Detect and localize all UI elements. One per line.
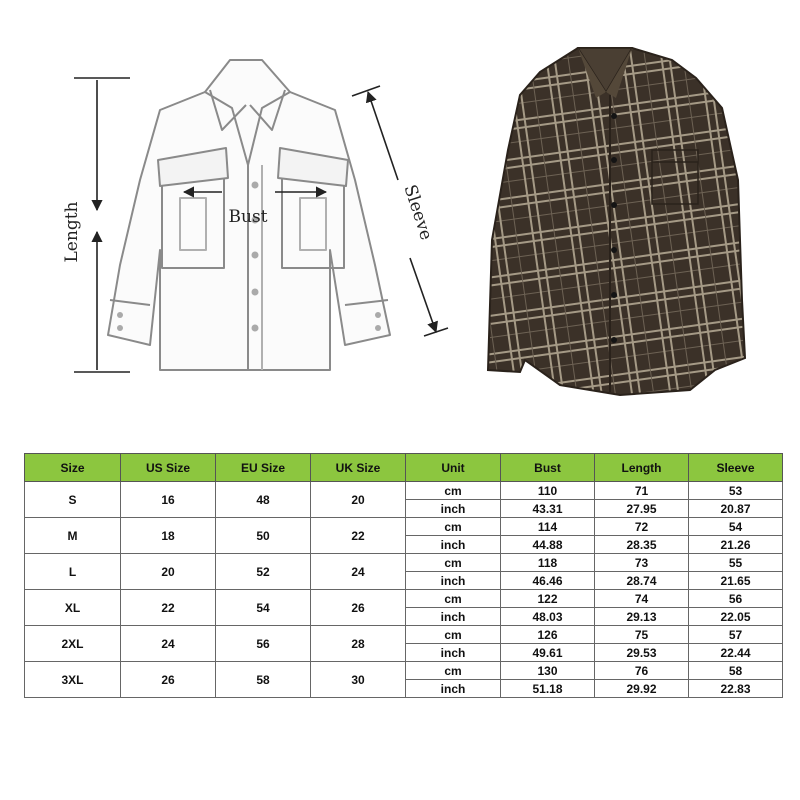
- bust-cell: 43.31: [501, 500, 595, 518]
- uk-size-cell: 30: [311, 662, 406, 698]
- sleeve-cell: 54: [689, 518, 783, 536]
- sleeve-cell: 55: [689, 554, 783, 572]
- column-header: Sleeve: [689, 454, 783, 482]
- unit-cell: cm: [406, 482, 501, 500]
- table-row: [25, 518, 783, 536]
- size-chart-table: [24, 453, 783, 698]
- length-cell: 76: [595, 662, 689, 680]
- eu-size-cell: 58: [216, 662, 311, 698]
- column-header: UK Size: [311, 454, 406, 482]
- length-cell: 28.35: [595, 536, 689, 554]
- length-cell: 73: [595, 554, 689, 572]
- bust-cell: 122: [501, 590, 595, 608]
- bust-cell: 51.18: [501, 680, 595, 698]
- unit-cell: inch: [406, 608, 501, 626]
- length-cell: 28.74: [595, 572, 689, 590]
- size-cell: S: [25, 482, 121, 518]
- eu-size-cell: 54: [216, 590, 311, 626]
- table-row: [25, 662, 783, 680]
- sleeve-cell: 22.05: [689, 608, 783, 626]
- eu-size-cell: 50: [216, 518, 311, 554]
- column-header: EU Size: [216, 454, 311, 482]
- bust-cell: 114: [501, 518, 595, 536]
- column-header: Size: [25, 454, 121, 482]
- unit-cell: cm: [406, 518, 501, 536]
- sleeve-cell: 21.65: [689, 572, 783, 590]
- size-cell: 2XL: [25, 626, 121, 662]
- bust-cell: 118: [501, 554, 595, 572]
- table-row: [25, 482, 783, 500]
- us-size-cell: 16: [121, 482, 216, 518]
- length-cell: 72: [595, 518, 689, 536]
- length-cell: 27.95: [595, 500, 689, 518]
- column-header: US Size: [121, 454, 216, 482]
- table-header-row: [25, 454, 783, 482]
- us-size-cell: 22: [121, 590, 216, 626]
- length-cell: 29.53: [595, 644, 689, 662]
- unit-cell: cm: [406, 590, 501, 608]
- unit-cell: cm: [406, 662, 501, 680]
- table-row: [25, 590, 783, 608]
- sleeve-label: Sleeve: [399, 182, 437, 243]
- size-cell: XL: [25, 590, 121, 626]
- unit-cell: inch: [406, 572, 501, 590]
- sleeve-cell: 58: [689, 662, 783, 680]
- column-header: Length: [595, 454, 689, 482]
- bust-cell: 48.03: [501, 608, 595, 626]
- length-cell: 29.13: [595, 608, 689, 626]
- sleeve-cell: 21.26: [689, 536, 783, 554]
- unit-cell: inch: [406, 680, 501, 698]
- uk-size-cell: 22: [311, 518, 406, 554]
- size-cell: L: [25, 554, 121, 590]
- unit-cell: inch: [406, 536, 501, 554]
- table-row: [25, 626, 783, 644]
- eu-size-cell: 52: [216, 554, 311, 590]
- bust-label: Bust: [228, 207, 268, 227]
- unit-cell: inch: [406, 500, 501, 518]
- uk-size-cell: 24: [311, 554, 406, 590]
- length-label: Length: [62, 201, 82, 263]
- bust-cell: 46.46: [501, 572, 595, 590]
- sleeve-cell: 56: [689, 590, 783, 608]
- uk-size-cell: 26: [311, 590, 406, 626]
- bust-cell: 44.88: [501, 536, 595, 554]
- bust-cell: 126: [501, 626, 595, 644]
- sleeve-cell: 22.83: [689, 680, 783, 698]
- us-size-cell: 20: [121, 554, 216, 590]
- eu-size-cell: 48: [216, 482, 311, 518]
- size-cell: 3XL: [25, 662, 121, 698]
- size-cell: M: [25, 518, 121, 554]
- bust-cell: 49.61: [501, 644, 595, 662]
- bust-cell: 110: [501, 482, 595, 500]
- eu-size-cell: 56: [216, 626, 311, 662]
- unit-cell: cm: [406, 554, 501, 572]
- length-cell: 75: [595, 626, 689, 644]
- length-cell: 29.92: [595, 680, 689, 698]
- sleeve-cell: 57: [689, 626, 783, 644]
- sleeve-cell: 22.44: [689, 644, 783, 662]
- unit-cell: inch: [406, 644, 501, 662]
- table-row: [25, 554, 783, 572]
- sleeve-cell: 20.87: [689, 500, 783, 518]
- plaid-shirt-photo: [488, 48, 745, 395]
- uk-size-cell: 28: [311, 626, 406, 662]
- column-header: Unit: [406, 454, 501, 482]
- us-size-cell: 24: [121, 626, 216, 662]
- length-cell: 71: [595, 482, 689, 500]
- column-header: Bust: [501, 454, 595, 482]
- sleeve-cell: 53: [689, 482, 783, 500]
- uk-size-cell: 20: [311, 482, 406, 518]
- us-size-cell: 18: [121, 518, 216, 554]
- bust-cell: 130: [501, 662, 595, 680]
- unit-cell: cm: [406, 626, 501, 644]
- us-size-cell: 26: [121, 662, 216, 698]
- length-cell: 74: [595, 590, 689, 608]
